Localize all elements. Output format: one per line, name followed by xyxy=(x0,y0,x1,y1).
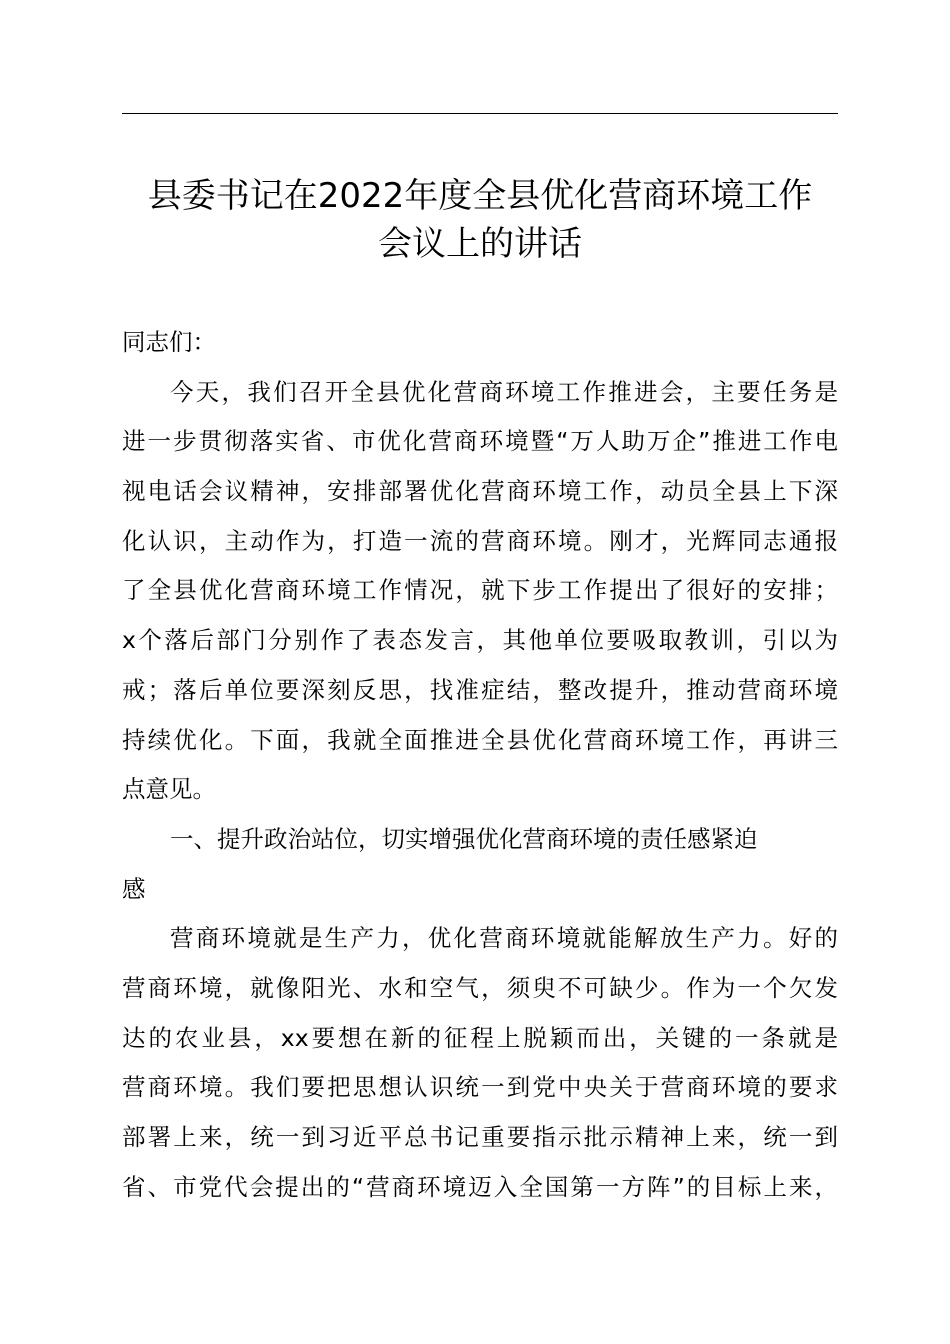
paragraph-1-line: 持续优化。下面，我就全面推进全县优化营商环境工作，再讲三 xyxy=(122,725,838,754)
paragraph-1-line: 了全县优化营商环境工作情况，就下步工作提出了很好的安排； xyxy=(122,576,838,605)
paragraph-1-line: 点意见。 xyxy=(122,775,216,804)
paragraph-2-line: 部署上来，统一到习近平总书记重要指示批示精神上来，统一到 xyxy=(122,1123,838,1151)
document-title xyxy=(122,172,838,268)
paragraph-1-line: 戒；落后单位要深刻反思，找准症结，整改提升，推动营商环境 xyxy=(122,675,838,704)
paragraph-1-line: x个落后部门分别作了表态发言，其他单位要吸取教训，引以为 xyxy=(122,626,838,655)
paragraph-2-line: 省、市党代会提出的“营商环境迈入全国第一方阵”的目标上来， xyxy=(122,1172,838,1201)
title-line-2: 会议上的讲话 xyxy=(378,224,582,264)
paragraph-1-line: 化认识，主动作为，打造一流的营商环境。刚才，光辉同志通报 xyxy=(122,526,838,555)
paragraph-1-line: 今天，我们召开全县优化营商环境工作推进会，主要任务是 xyxy=(170,377,838,406)
paragraph-2-line: 营商环境，就像阳光、水和空气，须臾不可缺少。作为一个欠发 xyxy=(122,973,838,1002)
section-heading-1: 一、提升政治站位，切实增强优化营商环境的责任感紧迫 xyxy=(170,824,758,853)
title-line-1: 县委书记在2022年度全县优化营商环境工作 xyxy=(147,176,813,216)
paragraph-1-line: 视电话会议精神，安排部署优化营商环境工作，动员全县上下深 xyxy=(122,477,838,506)
salutation: 同志们： xyxy=(122,328,216,356)
section-heading-1-continued: 感 xyxy=(122,874,146,903)
paragraph-2-line: 达的农业县，xx要想在新的征程上脱颖而出，关键的一条就是 xyxy=(122,1023,838,1052)
paragraph-2-line: 营商环境。我们要把思想认识统一到党中央关于营商环境的要求 xyxy=(122,1073,838,1102)
header-rule xyxy=(122,113,838,114)
paragraph-2-line: 营商环境就是生产力，优化营商环境就能解放生产力。好的 xyxy=(170,924,838,953)
paragraph-1-line: 进一步贯彻落实省、市优化营商环境暨“万人助万企”推进工作电 xyxy=(122,427,838,456)
document-body xyxy=(122,318,838,1212)
